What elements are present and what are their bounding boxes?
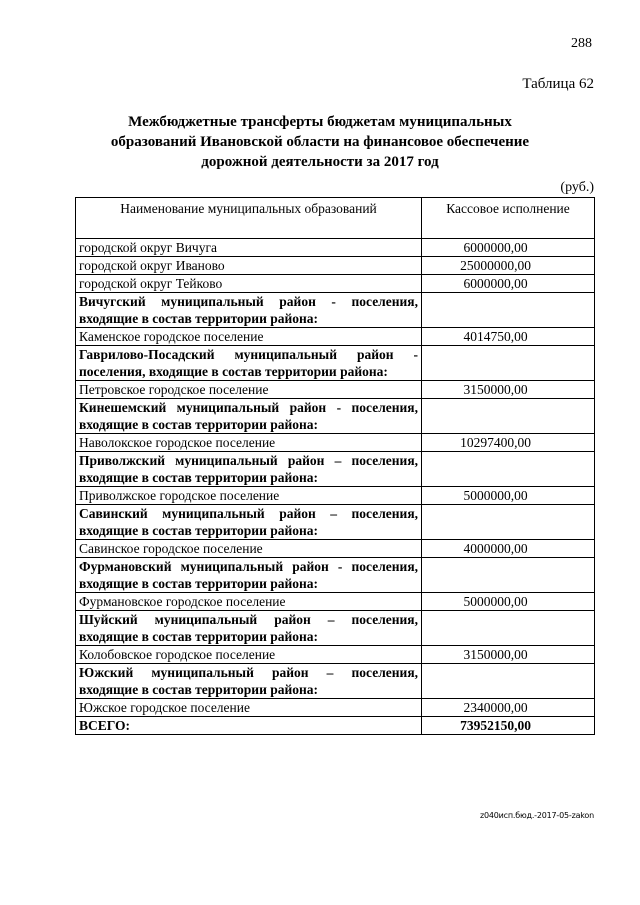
table-row xyxy=(76,239,595,257)
row-name: Фурмановский муниципальный район - поселения, входящие в состав территории района: xyxy=(76,558,422,593)
row-name: Приволжский муниципальный район – поселения, входящие в состав территории района: xyxy=(76,452,422,487)
row-name: Фурмановское городское поселение xyxy=(76,593,422,611)
table-row xyxy=(76,646,595,664)
row-value xyxy=(422,611,595,646)
row-value xyxy=(422,346,595,381)
row-value: 5000000,00 xyxy=(422,593,595,611)
row-name: Петровское городское поселение xyxy=(76,381,422,399)
district-header-row xyxy=(76,611,595,646)
column-header-value: Кассовое исполнение xyxy=(422,198,595,239)
row-value xyxy=(422,664,595,699)
row-value xyxy=(422,505,595,540)
row-value: 25000000,00 xyxy=(422,257,595,275)
table-label: Таблица 62 xyxy=(522,76,594,92)
row-name: Гаврилово-Посадский муниципальный район - поселения, входящие в состав территории района: xyxy=(76,346,422,381)
document-title xyxy=(0,112,640,172)
row-value xyxy=(422,293,595,328)
row-name: городской округ Тейково xyxy=(76,275,422,293)
table-row xyxy=(76,257,595,275)
district-header-row xyxy=(76,664,595,699)
row-value: 3150000,00 xyxy=(422,381,595,399)
transfers-table xyxy=(75,197,595,735)
row-name: Приволжское городское поселение xyxy=(76,487,422,505)
row-name: Каменское городское поселение xyxy=(76,328,422,346)
row-name: Вичугский муниципальный район - поселения, входящие в состав территории района: xyxy=(76,293,422,328)
row-value: 4014750,00 xyxy=(422,328,595,346)
total-value: 73952150,00 xyxy=(422,717,595,735)
row-name: Южский муниципальный район – поселения, входящие в состав территории района: xyxy=(76,664,422,699)
row-value xyxy=(422,452,595,487)
title-line: Межбюджетные трансферты бюджетам муниципальных xyxy=(128,114,512,130)
row-name: Наволокское городское поселение xyxy=(76,434,422,452)
row-name: Кинешемский муниципальный район - поселения, входящие в состав территории района: xyxy=(76,399,422,434)
title-line: дорожной деятельности за 2017 год xyxy=(201,154,439,170)
column-header-name: Наименование муниципальных образований xyxy=(76,198,422,239)
district-header-row xyxy=(76,558,595,593)
row-name: Шуйский муниципальный район – поселения, входящие в состав территории района: xyxy=(76,611,422,646)
row-name: городской округ Вичуга xyxy=(76,239,422,257)
table-header-row xyxy=(76,198,595,239)
title-line: образований Ивановской области на финансовое обеспечение xyxy=(110,134,530,150)
total-label: ВСЕГО: xyxy=(76,717,422,735)
row-name: Савинское городское поселение xyxy=(76,540,422,558)
row-name: Южское городское поселение xyxy=(76,699,422,717)
district-header-row xyxy=(76,293,595,328)
footer-code: z040исп.бюд.-2017-05-zakon xyxy=(480,811,594,820)
unit-label: (руб.) xyxy=(560,180,594,195)
row-value: 6000000,00 xyxy=(422,239,595,257)
row-value xyxy=(422,399,595,434)
table-row xyxy=(76,699,595,717)
district-header-row xyxy=(76,505,595,540)
row-name: Савинский муниципальный район – поселения, входящие в состав территории района: xyxy=(76,505,422,540)
table-row xyxy=(76,593,595,611)
district-header-row xyxy=(76,346,595,381)
table-total-row xyxy=(76,717,595,735)
row-value: 2340000,00 xyxy=(422,699,595,717)
district-header-row xyxy=(76,399,595,434)
row-name: городской округ Иваново xyxy=(76,257,422,275)
page-number: 288 xyxy=(571,36,592,51)
row-value: 4000000,00 xyxy=(422,540,595,558)
table-row xyxy=(76,540,595,558)
row-value xyxy=(422,558,595,593)
row-value: 3150000,00 xyxy=(422,646,595,664)
row-value: 5000000,00 xyxy=(422,487,595,505)
row-name: Колобовское городское поселение xyxy=(76,646,422,664)
row-value: 10297400,00 xyxy=(422,434,595,452)
table-row xyxy=(76,487,595,505)
table-row xyxy=(76,381,595,399)
table-row xyxy=(76,434,595,452)
district-header-row xyxy=(76,452,595,487)
row-value: 6000000,00 xyxy=(422,275,595,293)
table-row xyxy=(76,328,595,346)
table-row xyxy=(76,275,595,293)
table-body xyxy=(76,239,595,717)
